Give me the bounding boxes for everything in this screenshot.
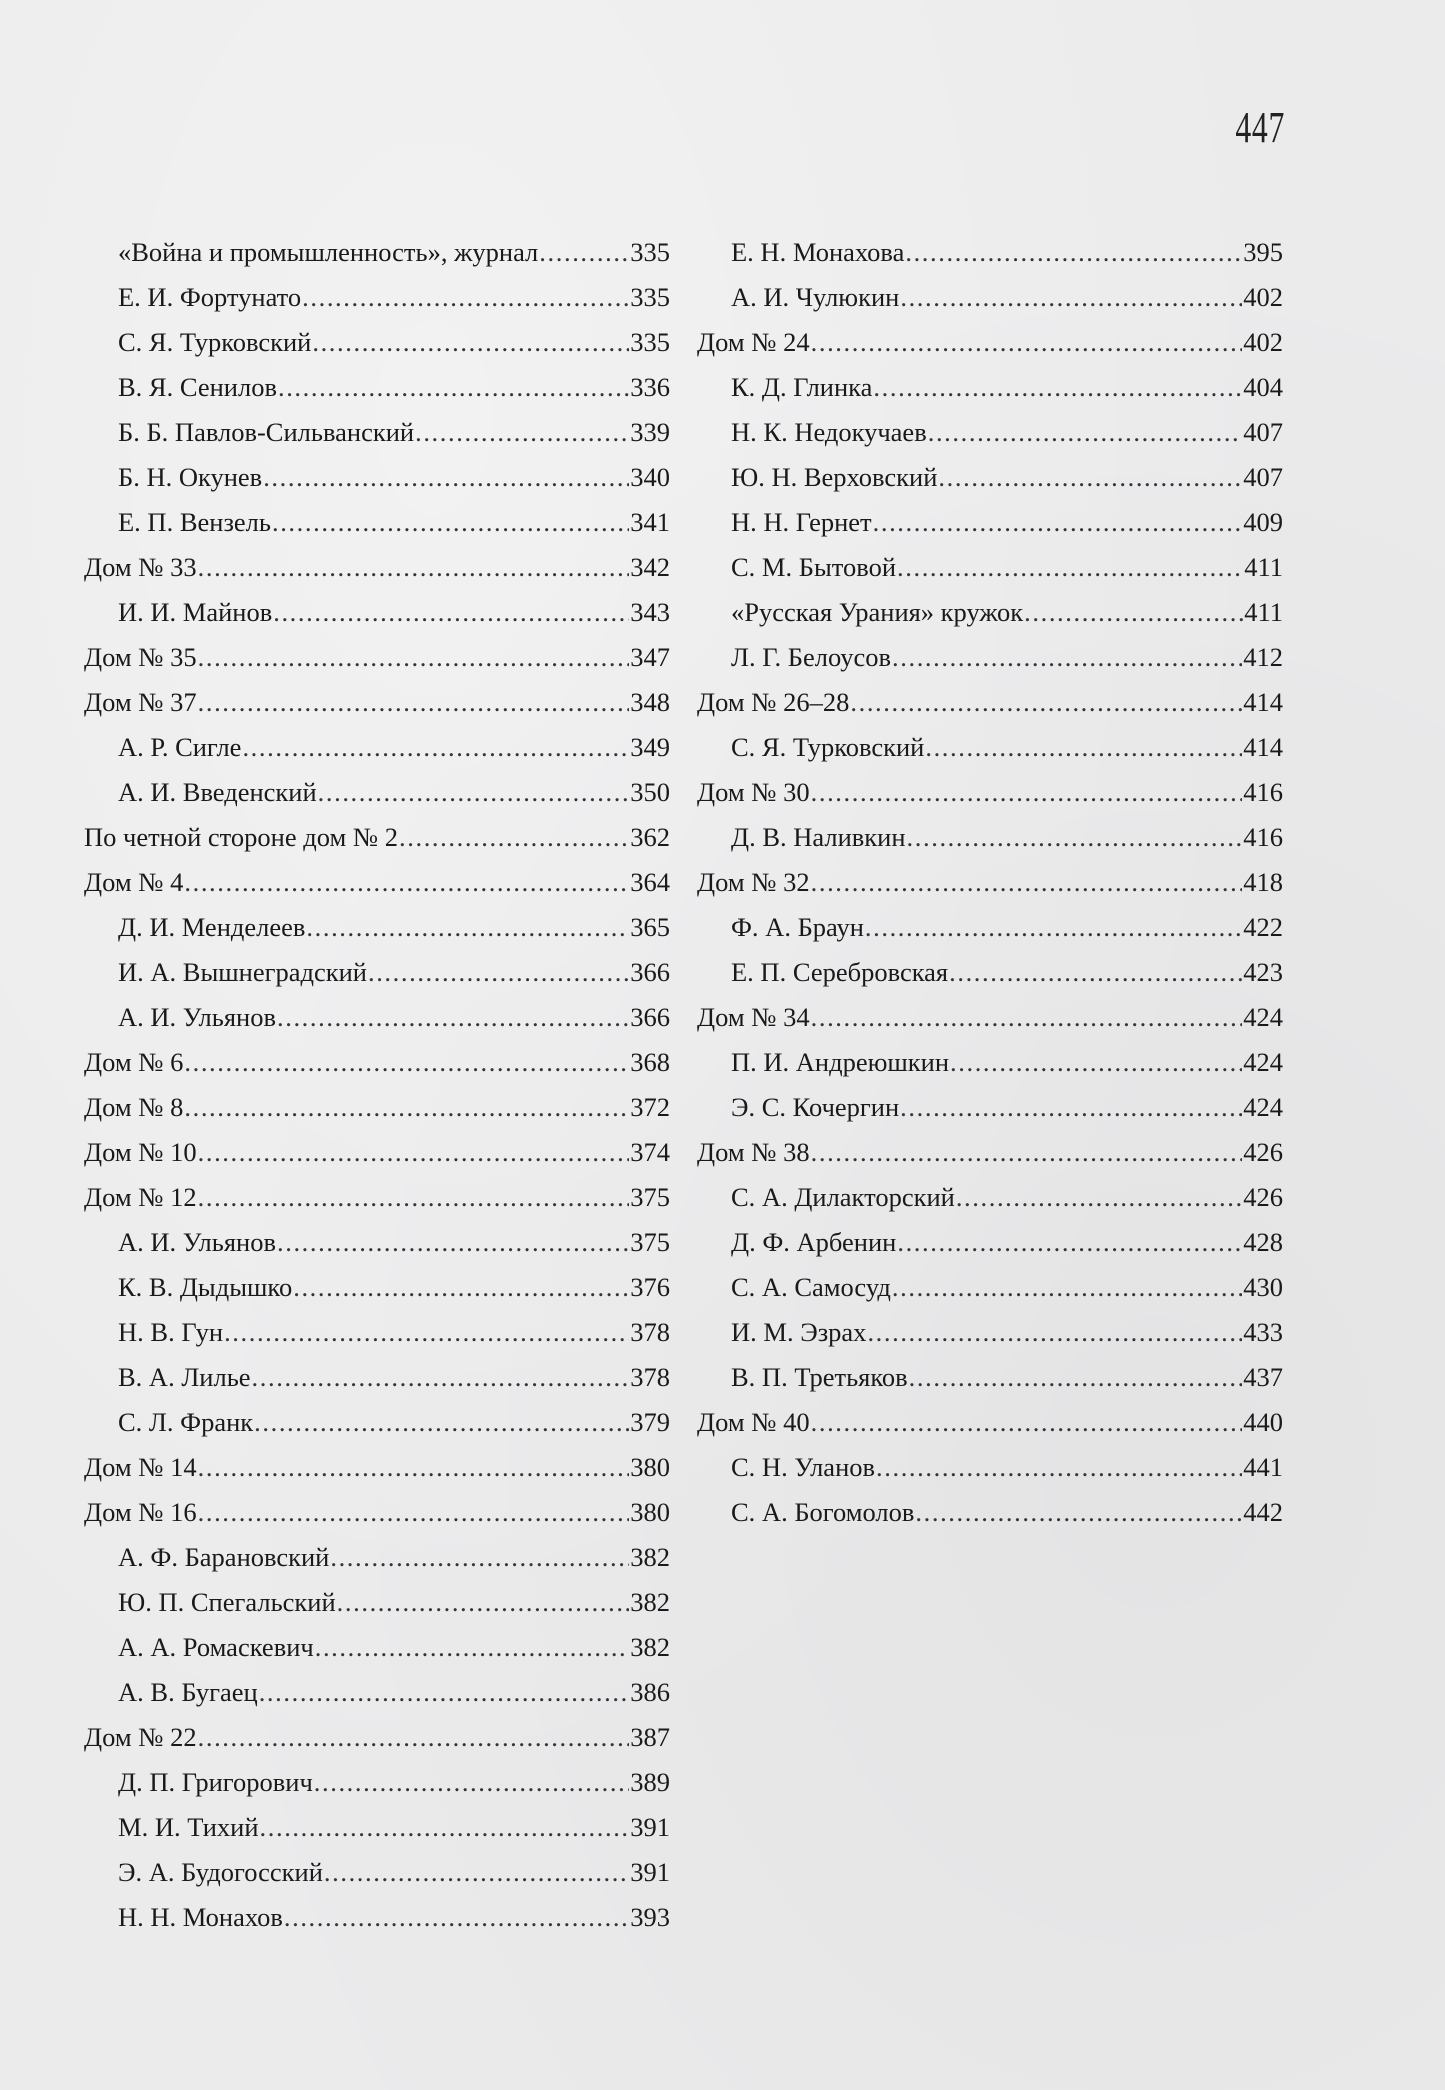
toc-entry-page: 342 [630, 552, 670, 582]
dot-leader [277, 1220, 629, 1265]
toc-entry-page: 407 [1243, 417, 1283, 447]
toc-entry-page: 376 [630, 1272, 670, 1302]
toc-entry-page: 441 [1243, 1452, 1283, 1482]
dot-leader [273, 590, 629, 635]
toc-entry-page: 416 [1243, 777, 1283, 807]
toc-entry-page: 386 [630, 1677, 670, 1707]
toc-entry-title: Е. Н. Монахова [731, 237, 905, 267]
toc-entry-title: А. Ф. Барановский [118, 1542, 330, 1572]
toc-entry-page: 393 [630, 1902, 670, 1932]
toc-entry [697, 320, 1283, 365]
toc-entry-title: Н. К. Недокучаев [731, 417, 927, 447]
toc-entry-page: 411 [1244, 597, 1283, 627]
dot-leader [314, 1760, 629, 1805]
dot-leader [260, 1805, 630, 1850]
toc-entry-page: 404 [1243, 372, 1283, 402]
toc-entry [84, 1310, 670, 1355]
toc-entry-page: 414 [1243, 687, 1283, 717]
dot-leader [306, 905, 629, 950]
toc-entry [697, 950, 1283, 995]
toc-entry-title: Д. И. Менделеев [118, 912, 306, 942]
toc-entry-title: А. В. Бугаец [118, 1677, 258, 1707]
toc-entry-title: С. Я. Турковский [731, 732, 925, 762]
toc-entry-title: Д. П. Григорович [118, 1767, 313, 1797]
toc-entry [697, 590, 1283, 635]
dot-leader [315, 1625, 630, 1670]
toc-entry-title: По четной стороне дом № 2 [84, 822, 399, 852]
toc-entry-title: Дом № 35 [84, 642, 197, 672]
toc-entry [84, 950, 670, 995]
toc-entry [84, 1085, 670, 1130]
toc-entry [84, 1715, 670, 1760]
dot-leader [811, 770, 1243, 815]
toc-entry-page: 374 [630, 1137, 670, 1167]
toc-entry [697, 1490, 1283, 1535]
dot-leader [272, 500, 629, 545]
toc-entry [84, 680, 670, 725]
toc-entry-title: С. А. Самосуд [731, 1272, 891, 1302]
toc-entry-title: Б. Б. Павлов-Сильванский [118, 417, 415, 447]
toc-column-left [84, 230, 670, 1940]
toc-entry-page: 366 [630, 957, 670, 987]
toc-entry [84, 1625, 670, 1670]
dot-leader [811, 995, 1243, 1040]
toc-entry-page: 433 [1243, 1317, 1283, 1347]
toc-entry-page: 391 [630, 1812, 670, 1842]
dot-leader [905, 230, 1242, 275]
toc-entry-title: А. И. Чулюкин [731, 282, 900, 312]
toc-entry [84, 770, 670, 815]
toc-entry-title: А. И. Введенский [118, 777, 317, 807]
dot-leader [900, 275, 1242, 320]
toc-entry-title: С. А. Богомолов [731, 1497, 915, 1527]
toc-entry-page: 348 [630, 687, 670, 717]
toc-entry-title: С. Я. Турковский [118, 327, 312, 357]
toc-entry-page: 389 [630, 1767, 670, 1797]
dot-leader [873, 500, 1243, 545]
toc-entry [84, 1265, 670, 1310]
toc-entry [697, 860, 1283, 905]
dot-leader [925, 725, 1242, 770]
toc-entry [84, 725, 670, 770]
toc-entry-title: «Русская Урания» кружок [731, 597, 1024, 627]
dot-leader [330, 1535, 629, 1580]
toc-entry-page: 349 [630, 732, 670, 762]
page-number: 447 [1235, 103, 1285, 152]
toc-entry [697, 725, 1283, 770]
toc-entry-title: Е. П. Вензель [118, 507, 271, 537]
toc-entry [697, 455, 1283, 500]
toc-entry-title: Э. А. Будогосский [118, 1857, 323, 1887]
dot-leader [224, 1310, 629, 1355]
toc-entry-page: 366 [630, 1002, 670, 1032]
toc-entry [84, 1760, 670, 1805]
toc-entry-title: Дом № 32 [697, 867, 810, 897]
toc-entry-page: 372 [630, 1092, 670, 1122]
toc-entry-page: 426 [1243, 1182, 1283, 1212]
toc-entry-page: 428 [1243, 1227, 1283, 1257]
toc-entry-title: В. Я. Сенилов [118, 372, 277, 402]
toc-entry [84, 1040, 670, 1085]
toc-entry-title: Н. Н. Монахов [118, 1902, 283, 1932]
dot-leader [242, 725, 629, 770]
toc-entry-title: Дом № 10 [84, 1137, 197, 1167]
dot-leader [892, 1265, 1242, 1310]
toc-entry-page: 411 [1244, 552, 1283, 582]
toc-entry [84, 500, 670, 545]
toc-entry-title: «Война и промышленность», журнал [118, 237, 539, 267]
toc-entry-page: 382 [630, 1632, 670, 1662]
dot-leader [312, 320, 629, 365]
toc-entry-page: 402 [1243, 282, 1283, 312]
toc-entry [84, 1805, 670, 1850]
dot-leader [938, 455, 1242, 500]
toc-entry [84, 1580, 670, 1625]
toc-entry-page: 378 [630, 1317, 670, 1347]
toc-entry-page: 430 [1243, 1272, 1283, 1302]
dot-leader [198, 1130, 630, 1175]
dot-leader [184, 860, 629, 905]
toc-entry [84, 1130, 670, 1175]
toc-entry-page: 335 [630, 282, 670, 312]
toc-entry-title: Д. Ф. Арбенин [731, 1227, 897, 1257]
toc-entry-title: В. П. Третьяков [731, 1362, 908, 1392]
toc-entry-title: Дом № 6 [84, 1047, 184, 1077]
toc-column-right [697, 230, 1283, 1535]
dot-leader [278, 365, 629, 410]
toc-entry-title: С. Л. Франк [118, 1407, 254, 1437]
toc-entry-title: А. И. Ульянов [118, 1002, 276, 1032]
toc-entry-page: 339 [630, 417, 670, 447]
toc-entry-title: П. И. Андреюшкин [731, 1047, 950, 1077]
toc-entry-page: 424 [1243, 1092, 1283, 1122]
dot-leader [1024, 590, 1243, 635]
toc-entry-page: 375 [630, 1227, 670, 1257]
toc-entry [697, 1085, 1283, 1130]
toc-entry-title: Дом № 37 [84, 687, 197, 717]
toc-entry [84, 1670, 670, 1715]
toc-entry [84, 455, 670, 500]
toc-entry-page: 375 [630, 1182, 670, 1212]
dot-leader [399, 815, 629, 860]
toc-entry [84, 1895, 670, 1940]
dot-leader [259, 1670, 630, 1715]
toc-entry-page: 414 [1243, 732, 1283, 762]
toc-entry-title: Дом № 4 [84, 867, 184, 897]
toc-entry [697, 1400, 1283, 1445]
toc-entry-page: 402 [1243, 327, 1283, 357]
dot-leader [198, 1490, 630, 1535]
toc-entry-title: Дом № 14 [84, 1452, 197, 1482]
toc-entry-page: 442 [1243, 1497, 1283, 1527]
toc-entry [84, 1535, 670, 1580]
toc-entry [84, 320, 670, 365]
dot-leader [897, 545, 1243, 590]
toc-entry-title: Дом № 33 [84, 552, 197, 582]
toc-entry [84, 1220, 670, 1265]
toc-entry-title: Н. Н. Гернет [731, 507, 872, 537]
dot-leader [284, 1895, 629, 1940]
toc-entry [697, 1130, 1283, 1175]
toc-entry-page: 440 [1243, 1407, 1283, 1437]
toc-entry-page: 423 [1243, 957, 1283, 987]
toc-entry-title: С. Н. Уланов [731, 1452, 876, 1482]
dot-leader [368, 950, 629, 995]
dot-leader [293, 1265, 629, 1310]
toc-entry [84, 815, 670, 860]
toc-entry [84, 1355, 670, 1400]
toc-entry [697, 500, 1283, 545]
dot-leader [198, 1445, 630, 1490]
toc-entry [697, 1445, 1283, 1490]
dot-leader [892, 635, 1242, 680]
dot-leader [198, 545, 630, 590]
toc-entry-title: Д. В. Наливкин [731, 822, 906, 852]
dot-leader [198, 1175, 630, 1220]
dot-leader [811, 1400, 1243, 1445]
toc-entry-page: 382 [630, 1587, 670, 1617]
toc-entry [84, 995, 670, 1040]
toc-entry-title: Дом № 8 [84, 1092, 184, 1122]
toc-entry-page: 380 [630, 1497, 670, 1527]
toc-entry [84, 275, 670, 320]
toc-entry [697, 545, 1283, 590]
toc-entry-title: Е. П. Серебровская [731, 957, 949, 987]
dot-leader [900, 1085, 1242, 1130]
toc-entry [697, 635, 1283, 680]
dot-leader [184, 1085, 629, 1130]
dot-leader [950, 1040, 1242, 1085]
dot-leader [915, 1490, 1242, 1535]
toc-entry-page: 416 [1243, 822, 1283, 852]
dot-leader [252, 1355, 630, 1400]
toc-entry-title: Ю. Н. Верховский [731, 462, 938, 492]
toc-entry-page: 380 [630, 1452, 670, 1482]
toc-entry-page: 364 [630, 867, 670, 897]
toc-entry-title: И. А. Вышнеградский [118, 957, 367, 987]
toc-entry [84, 230, 670, 275]
toc-entry-page: 365 [630, 912, 670, 942]
toc-entry-title: Дом № 40 [697, 1407, 810, 1437]
dot-leader [254, 1400, 629, 1445]
toc-entry-title: А. И. Ульянов [118, 1227, 276, 1257]
dot-leader [865, 905, 1242, 950]
toc-entry-page: 341 [630, 507, 670, 537]
dot-leader [811, 320, 1243, 365]
toc-entry-page: 336 [630, 372, 670, 402]
toc-entry-title: А. А. Ромаскевич [118, 1632, 314, 1662]
toc-entry-page: 378 [630, 1362, 670, 1392]
toc-entry [697, 365, 1283, 410]
dot-leader [949, 950, 1242, 995]
dot-leader [277, 995, 629, 1040]
toc-entry [697, 1040, 1283, 1085]
toc-entry [84, 860, 670, 905]
toc-entry-title: Б. Н. Окунев [118, 462, 263, 492]
dot-leader [811, 1130, 1243, 1175]
toc-entry-title: И. М. Эзрах [731, 1317, 867, 1347]
toc-entry-title: И. И. Майнов [118, 597, 273, 627]
dot-leader [539, 230, 629, 275]
toc-entry-page: 424 [1243, 1047, 1283, 1077]
toc-entry-title: Дом № 34 [697, 1002, 810, 1032]
toc-entry-page: 418 [1243, 867, 1283, 897]
dot-leader [198, 635, 630, 680]
toc-entry [697, 410, 1283, 455]
toc-entry-page: 395 [1243, 237, 1283, 267]
toc-entry-page: 343 [630, 597, 670, 627]
toc-entry-page: 412 [1243, 642, 1283, 672]
toc-entry-title: Дом № 38 [697, 1137, 810, 1167]
toc-entry [84, 410, 670, 455]
dot-leader [956, 1175, 1242, 1220]
toc-entry-page: 347 [630, 642, 670, 672]
toc-entry [697, 1175, 1283, 1220]
toc-entry [84, 365, 670, 410]
toc-entry [697, 770, 1283, 815]
toc-entry-title: Дом № 22 [84, 1722, 197, 1752]
toc-entry [84, 1400, 670, 1445]
toc-entry [84, 590, 670, 635]
toc-entry-title: Ю. П. Спегальский [118, 1587, 336, 1617]
toc-entry [84, 1175, 670, 1220]
toc-entry [697, 1310, 1283, 1355]
toc-entry [697, 1355, 1283, 1400]
dot-leader [415, 410, 629, 455]
toc-entry-page: 362 [630, 822, 670, 852]
toc-entry [84, 1490, 670, 1535]
toc-entry-page: 335 [630, 237, 670, 267]
dot-leader [897, 1220, 1242, 1265]
toc-entry-title: Дом № 12 [84, 1182, 197, 1212]
toc-entry [84, 1850, 670, 1895]
toc-entry-page: 391 [630, 1857, 670, 1887]
toc-entry-title: Ф. А. Браун [731, 912, 864, 942]
toc-entry-title: К. В. Дыдышко [118, 1272, 293, 1302]
toc-entry-page: 382 [630, 1542, 670, 1572]
toc-entry-title: К. Д. Глинка [731, 372, 873, 402]
toc-entry [697, 995, 1283, 1040]
toc-entry-page: 409 [1243, 507, 1283, 537]
toc-entry [84, 1445, 670, 1490]
dot-leader [876, 1445, 1242, 1490]
toc-entry [697, 680, 1283, 725]
toc-entry-page: 424 [1243, 1002, 1283, 1032]
toc-entry-title: Н. В. Гун [118, 1317, 224, 1347]
dot-leader [337, 1580, 630, 1625]
toc-entry-page: 387 [630, 1722, 670, 1752]
toc-entry-title: Э. С. Кочергин [731, 1092, 900, 1122]
toc-entry-page: 379 [630, 1407, 670, 1437]
toc-entry-page: 368 [630, 1047, 670, 1077]
toc-entry-title: А. Р. Сигле [118, 732, 242, 762]
dot-leader [324, 1850, 629, 1895]
toc-entry-title: Дом № 30 [697, 777, 810, 807]
toc-entry [697, 815, 1283, 860]
toc-entry-page: 426 [1243, 1137, 1283, 1167]
dot-leader [909, 1355, 1243, 1400]
toc-entry-page: 335 [630, 327, 670, 357]
toc-entry-title: Дом № 16 [84, 1497, 197, 1527]
dot-leader [907, 815, 1243, 860]
dot-leader [873, 365, 1242, 410]
toc-entry [697, 905, 1283, 950]
toc-entry-title: Л. Г. Белоусов [731, 642, 892, 672]
toc-entry-title: С. М. Бытовой [731, 552, 897, 582]
dot-leader [867, 1310, 1242, 1355]
dot-leader [198, 1715, 630, 1760]
toc-entry-title: С. А. Дилакторский [731, 1182, 955, 1212]
dot-leader [811, 860, 1243, 905]
dot-leader [850, 680, 1242, 725]
toc-entry [697, 1220, 1283, 1265]
toc-entry-page: 350 [630, 777, 670, 807]
toc-entry [697, 1265, 1283, 1310]
toc-entry-page: 437 [1243, 1362, 1283, 1392]
dot-leader [302, 275, 629, 320]
toc-entry-title: Е. И. Фортунато [118, 282, 302, 312]
toc-entry [84, 635, 670, 680]
toc-entry-title: М. И. Тихий [118, 1812, 259, 1842]
toc-entry-page: 422 [1243, 912, 1283, 942]
dot-leader [263, 455, 629, 500]
toc-entry-title: Дом № 24 [697, 327, 810, 357]
toc-entry-title: В. А. Лилье [118, 1362, 251, 1392]
dot-leader [928, 410, 1243, 455]
dot-leader [198, 680, 630, 725]
dot-leader [318, 770, 630, 815]
toc-entry [84, 905, 670, 950]
toc-entry-page: 340 [630, 462, 670, 492]
toc-entry [84, 545, 670, 590]
toc-entry [697, 275, 1283, 320]
dot-leader [184, 1040, 629, 1085]
toc-entry-title: Дом № 26–28 [697, 687, 850, 717]
toc-entry-page: 407 [1243, 462, 1283, 492]
toc-entry [697, 230, 1283, 275]
